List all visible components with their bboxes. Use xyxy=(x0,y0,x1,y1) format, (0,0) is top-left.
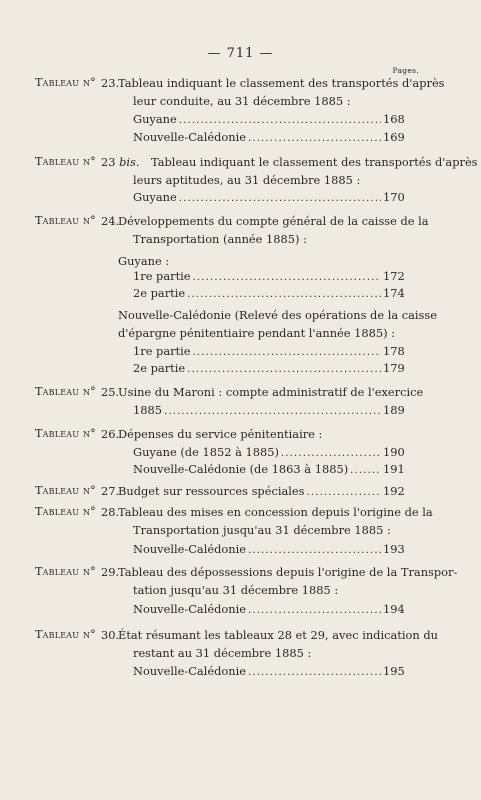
table-30-heading: Tableau n° 30. État résumant les tableaux 28 et 29, avec indication du xyxy=(35,628,438,642)
table-24-nc-part-2: 2e partie . . . 179 xyxy=(133,359,403,377)
table-29-title-cont: tation jusqu'au 31 décembre 1885 : xyxy=(133,583,339,597)
table-24-guyane-part-2: 2e partie . . . 174 xyxy=(133,284,403,302)
table-24-group-guyane-heading: Guyane : xyxy=(118,254,170,268)
table-23-entry-guyane: Guyane . . . 168 xyxy=(133,110,403,128)
table-23-heading: Tableau n° 23. Tableau indiquant le classement des transportés d'après xyxy=(35,76,445,90)
table-24-group-nc-heading-cont: d'épargne pénitentiaire pendant l'année 1885) : xyxy=(118,326,396,340)
table-24-heading: Tableau n° 24. Développements du compte général de la caisse de la xyxy=(35,214,429,228)
table-27-entry: Budget sur ressources spéciales . . . 192 xyxy=(118,482,403,500)
table-23bis-heading: Tableau n° 23 bis. Tableau indiquant le classement des transportés d'après xyxy=(35,155,478,169)
table-24-group-nc-heading: Nouvelle-Calédonie (Relevé des opérations de la caisse xyxy=(118,308,437,322)
table-24-title-cont: Transportation (année 1885) : xyxy=(133,232,307,246)
table-24-guyane-part-1: 1re partie . . . 172 xyxy=(133,267,403,285)
table-23-title-cont: leur conduite, au 31 décembre 1885 : xyxy=(133,94,351,108)
table-23bis-title-cont: leurs aptitudes, au 31 décembre 1885 : xyxy=(133,173,361,187)
table-29-entry-nouvelle-caledonie: Nouvelle-Calédonie . . . 194 xyxy=(133,600,403,618)
table-30-title-cont: restant au 31 décembre 1885 : xyxy=(133,646,312,660)
table-28-heading: Tableau n° 28. Tableau des mises en concession depuis l'origine de la xyxy=(35,505,433,519)
table-27-heading: Tableau n° 27. xyxy=(35,484,120,498)
table-28-entry-nouvelle-caledonie: Nouvelle-Calédonie . . . 193 xyxy=(133,540,403,558)
table-23bis-entry-guyane: Guyane . . . 170 xyxy=(133,188,403,206)
page-number: — 711 — xyxy=(207,46,274,61)
table-26-entry-nouvelle-caledonie: Nouvelle-Calédonie (de 1863 à 1885) . . . 191 xyxy=(133,460,403,478)
table-26-entry-guyane: Guyane (de 1852 à 1885) . . . 190 xyxy=(133,443,403,461)
pages-column-label: Pages. xyxy=(392,66,419,75)
table-28-title-cont: Transportation jusqu'au 31 décembre 1885 : xyxy=(133,523,391,537)
table-29-heading: Tableau n° 29. Tableau des dépossessions depuis l'origine de la Transpor- xyxy=(35,565,458,579)
table-24-nc-part-1: 1re partie . . . 178 xyxy=(133,342,403,360)
table-26-heading: Tableau n° 26. Dépenses du service pénitentiaire : xyxy=(35,427,323,441)
table-30-entry-nouvelle-caledonie: Nouvelle-Calédonie . . . 195 xyxy=(133,662,403,680)
table-25-heading: Tableau n° 25. Usine du Maroni : compte administratif de l'exercice xyxy=(35,385,424,399)
table-25-entry-1885: 1885 . . . 189 xyxy=(133,401,403,419)
table-23-entry-nouvelle-caledonie: Nouvelle-Calédonie . . . 169 xyxy=(133,128,403,146)
